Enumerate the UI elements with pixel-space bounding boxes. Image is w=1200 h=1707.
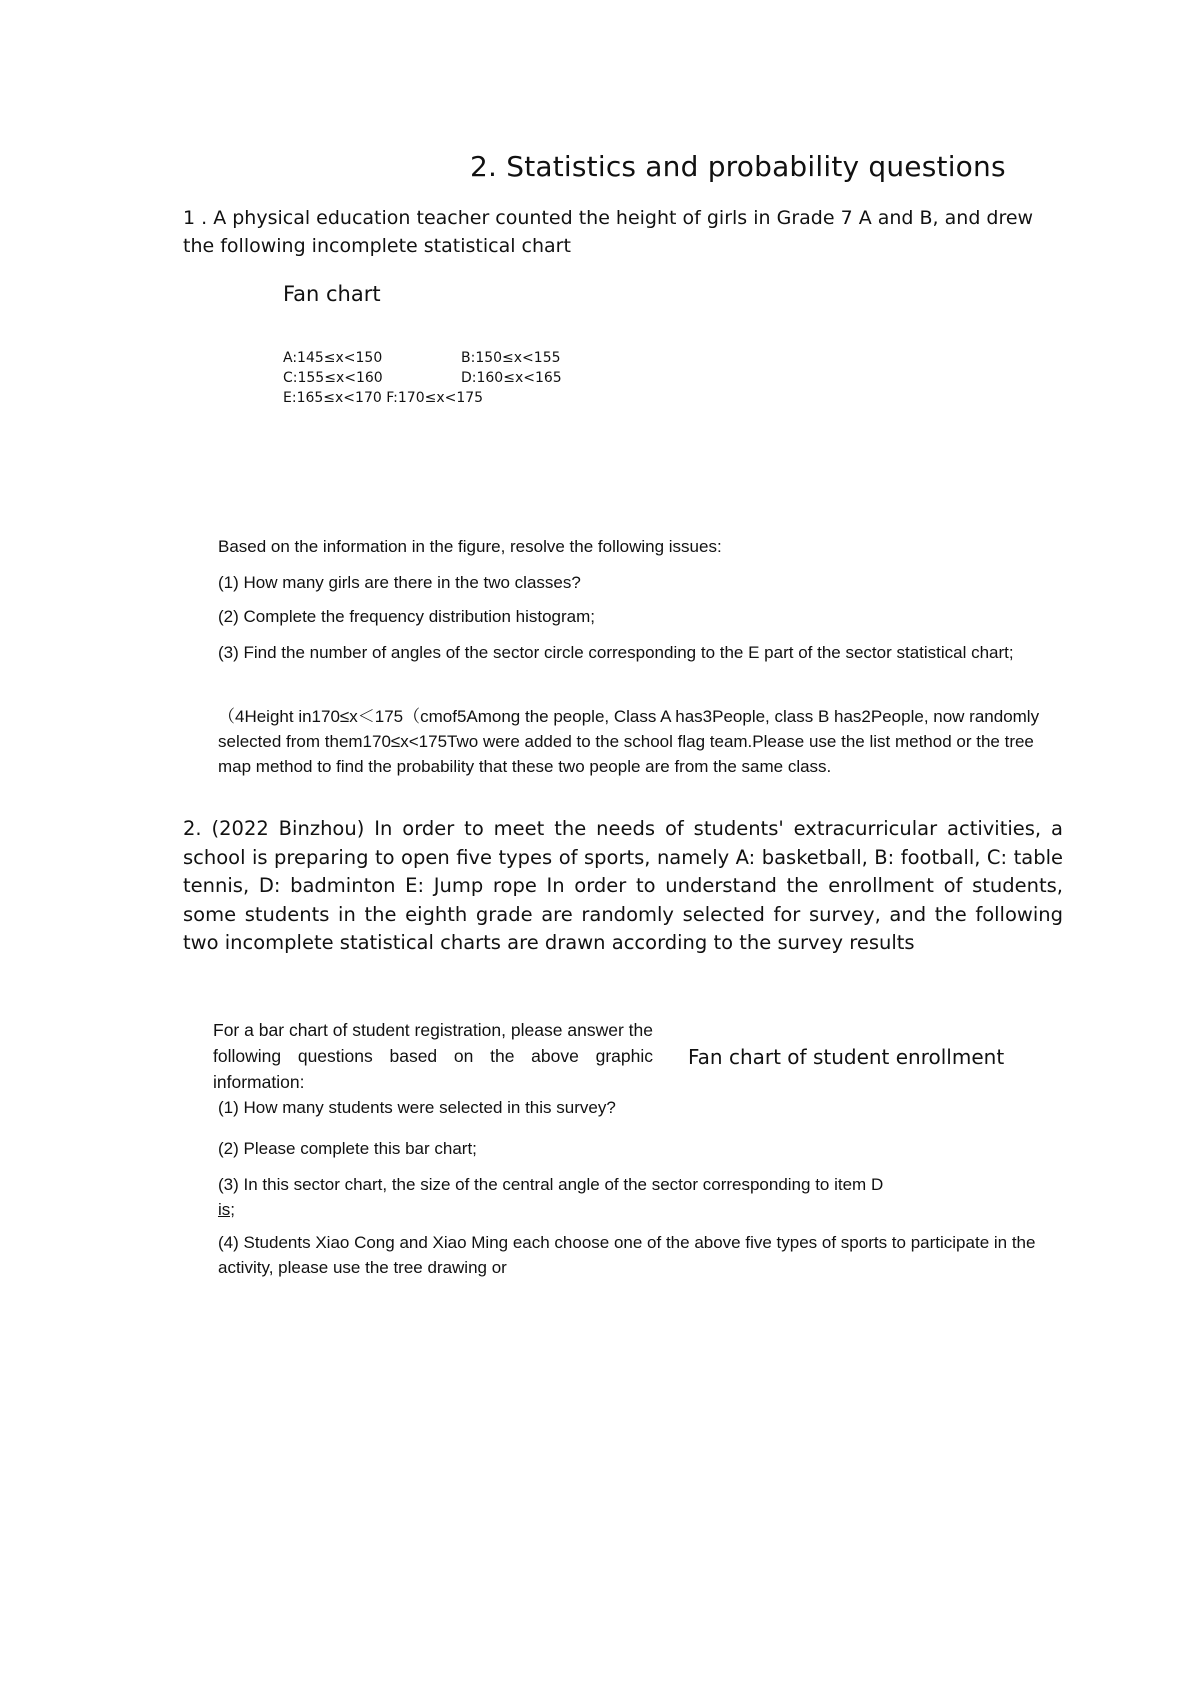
question-2-intro: 2. (2022 Binzhou) In order to meet the needs of students' extracurricular activities, a school is preparing to open five types of sports, namely A: basketball, B: football, C: table tennis, D: badminton E: Jump rope In order to understand the enrollment of students, some students in the eighth grade are randomly selected for survey, and the following two incomplete statistical charts are drawn according to the survey results xyxy=(183,817,1063,954)
resolve-instruction: Based on the information in the figure, resolve the following issues: xyxy=(218,537,722,556)
bar-chart-instruction: For a bar chart of student registration, please answer the following questions based on the above graphic information: xyxy=(213,1020,653,1092)
question-1-part-4: （4Height in170≤x＜175（cmof5Among the people, Class A has3People, class B has2People, now randomly selected from them170≤x<175Two were added to the school flag team.Please use the list method or the tree map method to find the probability that these two people are from the same class. xyxy=(218,707,1040,776)
legend-item-c: C:155≤x<160 xyxy=(283,370,383,386)
fan-chart-title: Fan chart xyxy=(283,282,381,306)
question-2-part-4: (4) Students Xiao Cong and Xiao Ming each choose one of the above five types of sports to participate in the activity, please use the tree drawing or xyxy=(218,1233,1036,1277)
legend-item-d: D:160≤x<165 xyxy=(461,370,562,386)
question-1-part-2: (2) Complete the frequency distribution histogram; xyxy=(218,607,596,626)
question-2-part-2: (2) Please complete this bar chart; xyxy=(218,1139,477,1158)
question-1-intro: 1 . A physical education teacher counted the height of girls in Grade 7 A and B, and drew the following incomplete statistical chart xyxy=(183,207,1034,257)
question-2-part-3 xyxy=(218,1172,1068,1222)
question-1-part-1: (1) How many girls are there in the two classes? xyxy=(218,573,581,592)
legend-item-a: A:145≤x<150 xyxy=(283,350,383,366)
legend-row-1 xyxy=(283,348,561,368)
enrollment-fan-chart-title: Fan chart of student enrollment xyxy=(688,1045,1005,1069)
question-2-part-3-text: (3) In this sector chart, the size of the central angle of the sector corresponding to item D xyxy=(218,1175,884,1194)
legend-item-b: B:150≤x<155 xyxy=(461,350,561,366)
legend-item-e: E:165≤x<170 xyxy=(283,390,382,406)
page-title: 2. Statistics and probability questions xyxy=(470,150,1006,183)
legend-row-3 xyxy=(283,388,483,408)
legend-row-2 xyxy=(283,368,562,388)
legend-item-f: F:170≤x<175 xyxy=(386,390,484,406)
question-1-part-3: (3) Find the number of angles of the sector circle corresponding to the E part of the sector statistical chart; xyxy=(218,643,1014,662)
answer-blank: is; xyxy=(218,1200,235,1219)
question-2-part-1: (1) How many students were selected in this survey? xyxy=(218,1098,616,1117)
